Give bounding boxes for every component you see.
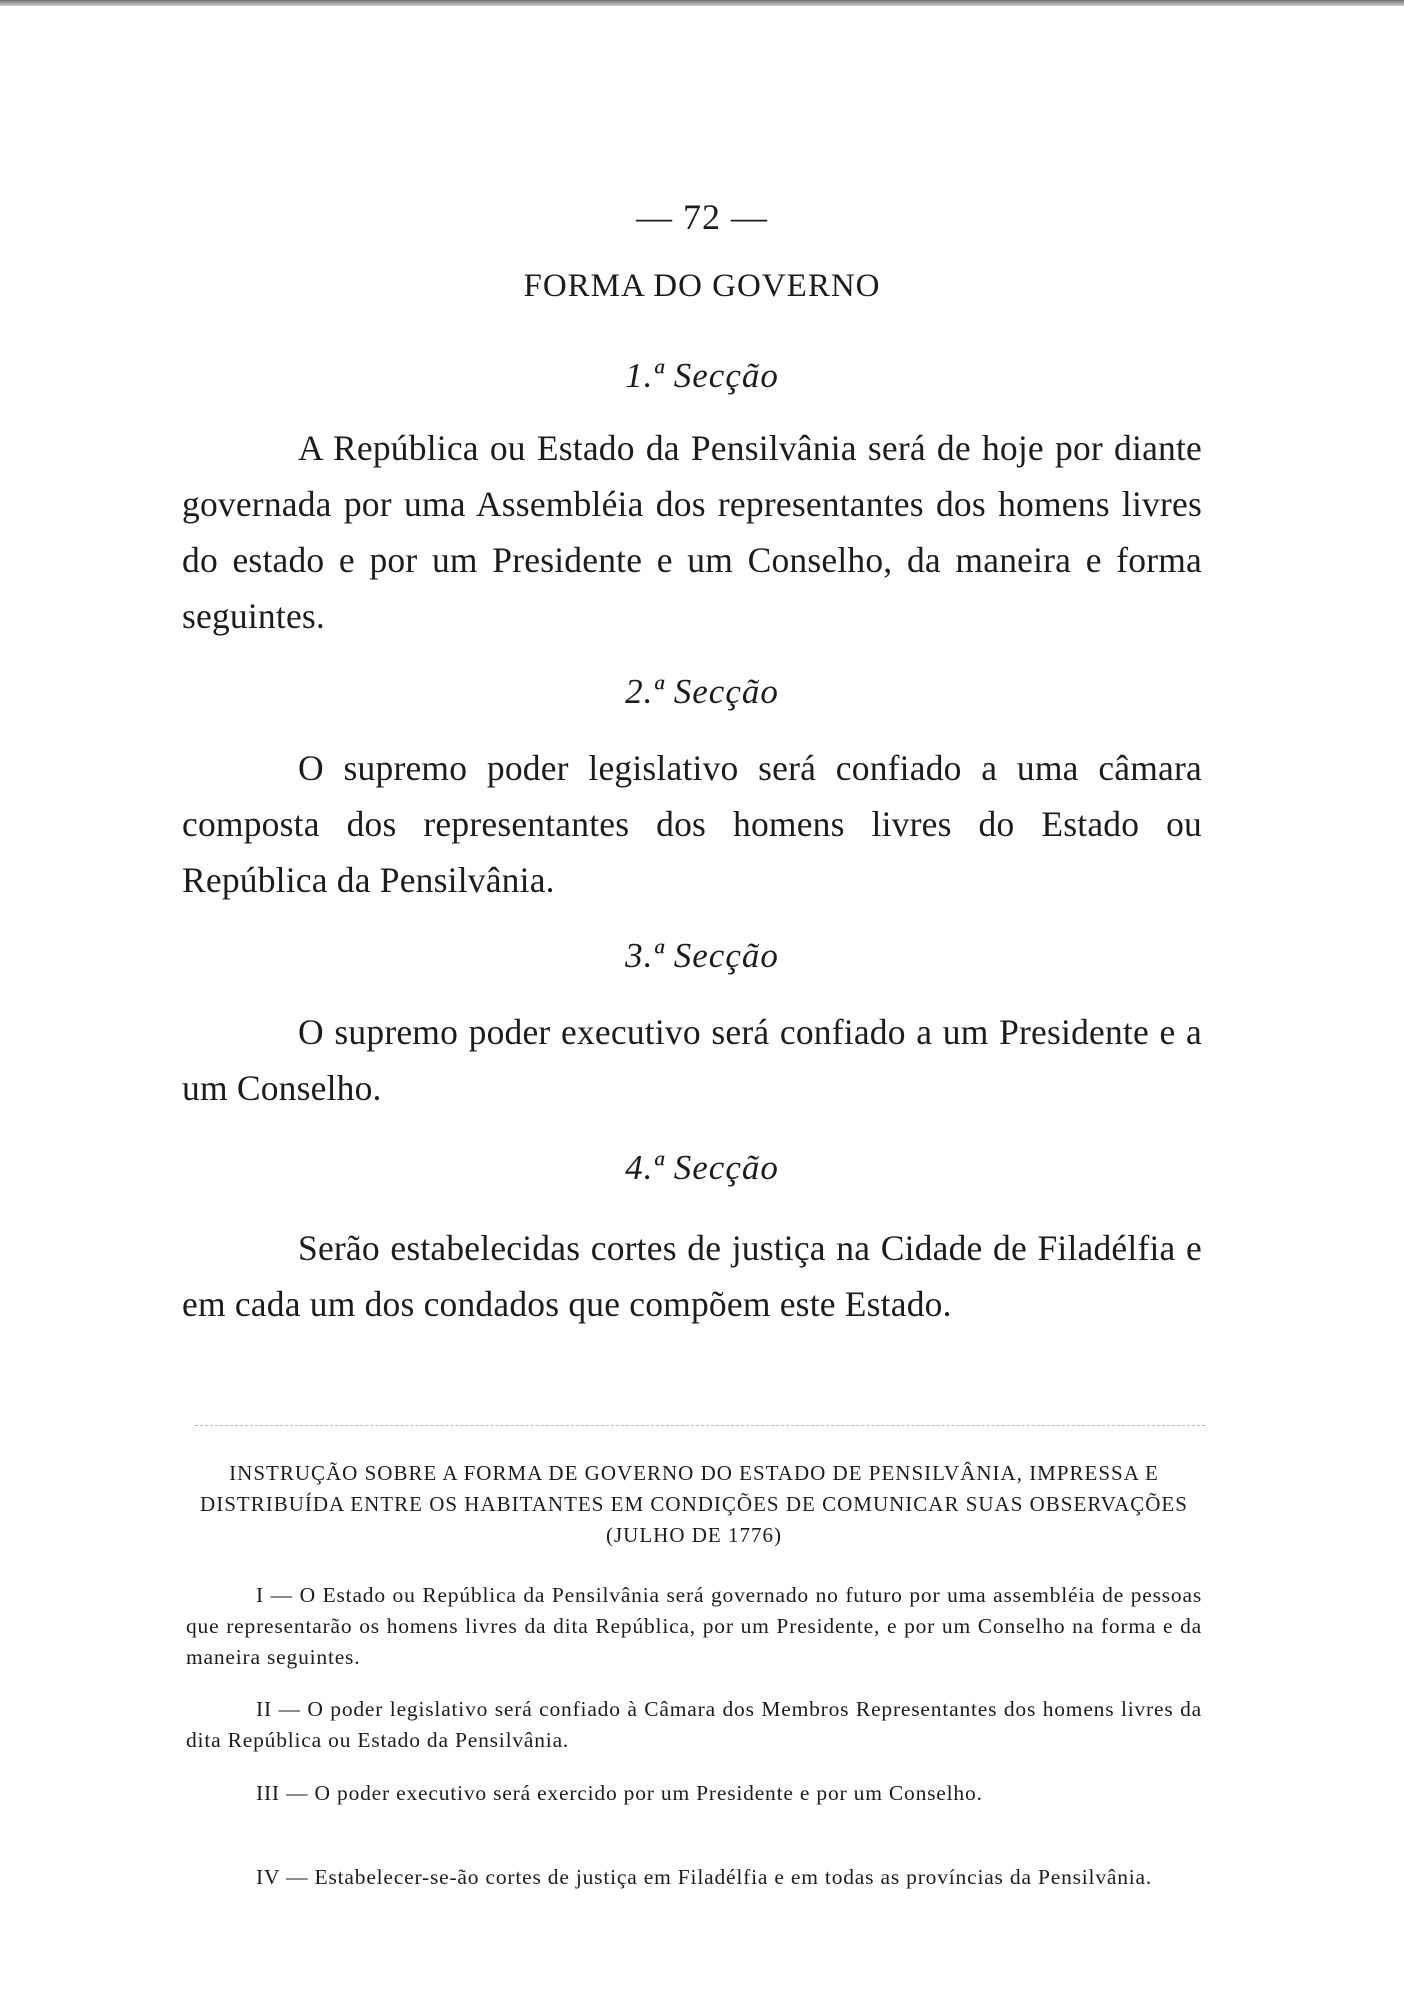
section-heading-3: 3.ª Secção [625, 936, 779, 975]
section-heading-4: 4.ª Secção [625, 1148, 779, 1187]
section-heading-2: 2.ª Secção [625, 672, 779, 711]
instruction-item-3: III — O poder executivo será exercido por um Presidente e por um Conselho. [256, 1781, 983, 1805]
section-heading-1: 1.ª Secção [625, 356, 779, 395]
section-text-1: A República ou Estado da Pensilvânia será de hoje por diante governada por uma Assembléia dos representantes dos homens livres do estado e por um Presidente e um Conselho, da maneira e forma seguintes. [182, 428, 1202, 636]
section-divider [195, 1425, 1205, 1426]
section-text-3: O supremo poder executivo será confiado a um Presidente e a um Conselho. [182, 1012, 1202, 1108]
chapter-title: FORMA DO GOVERNO [523, 268, 881, 304]
page-number: — 72 — [636, 197, 768, 237]
section-text-4: Serão estabelecidas cortes de justiça na Cidade de Filadélfia e em cada um dos condados que compõem este Estado. [182, 1228, 1202, 1324]
section-text-2: O supremo poder legislativo será confiado a uma câmara composta dos representantes dos homens livres do Estado ou República da Pensilvânia. [182, 748, 1202, 900]
instruction-item-2: II — O poder legislativo será confiado à Câmara dos Membros Representantes dos homens livres da dita República ou Estado da Pensilvânia. [186, 1697, 1202, 1752]
instruction-heading: INSTRUÇÃO SOBRE A FORMA DE GOVERNO DO ESTADO DE PENSILVÂNIA, IMPRESSA E DISTRIBUÍDA ENTRE OS HABITANTES EM CONDIÇÕES DE COMUNICAR SUAS OBSERVAÇÕES (JULHO DE 1776) [200, 1461, 1188, 1547]
instruction-item-1: I — O Estado ou República da Pensilvânia será governado no futuro por uma assembléia de pessoas que representarão os homens livres da dita República, por um Presidente, e por um Conselho na forma e da maneira seguintes. [186, 1583, 1202, 1669]
instruction-item-4: IV — Estabelecer-se-ão cortes de justiça em Filadélfia e em todas as províncias da Pensilvânia. [256, 1865, 1153, 1889]
